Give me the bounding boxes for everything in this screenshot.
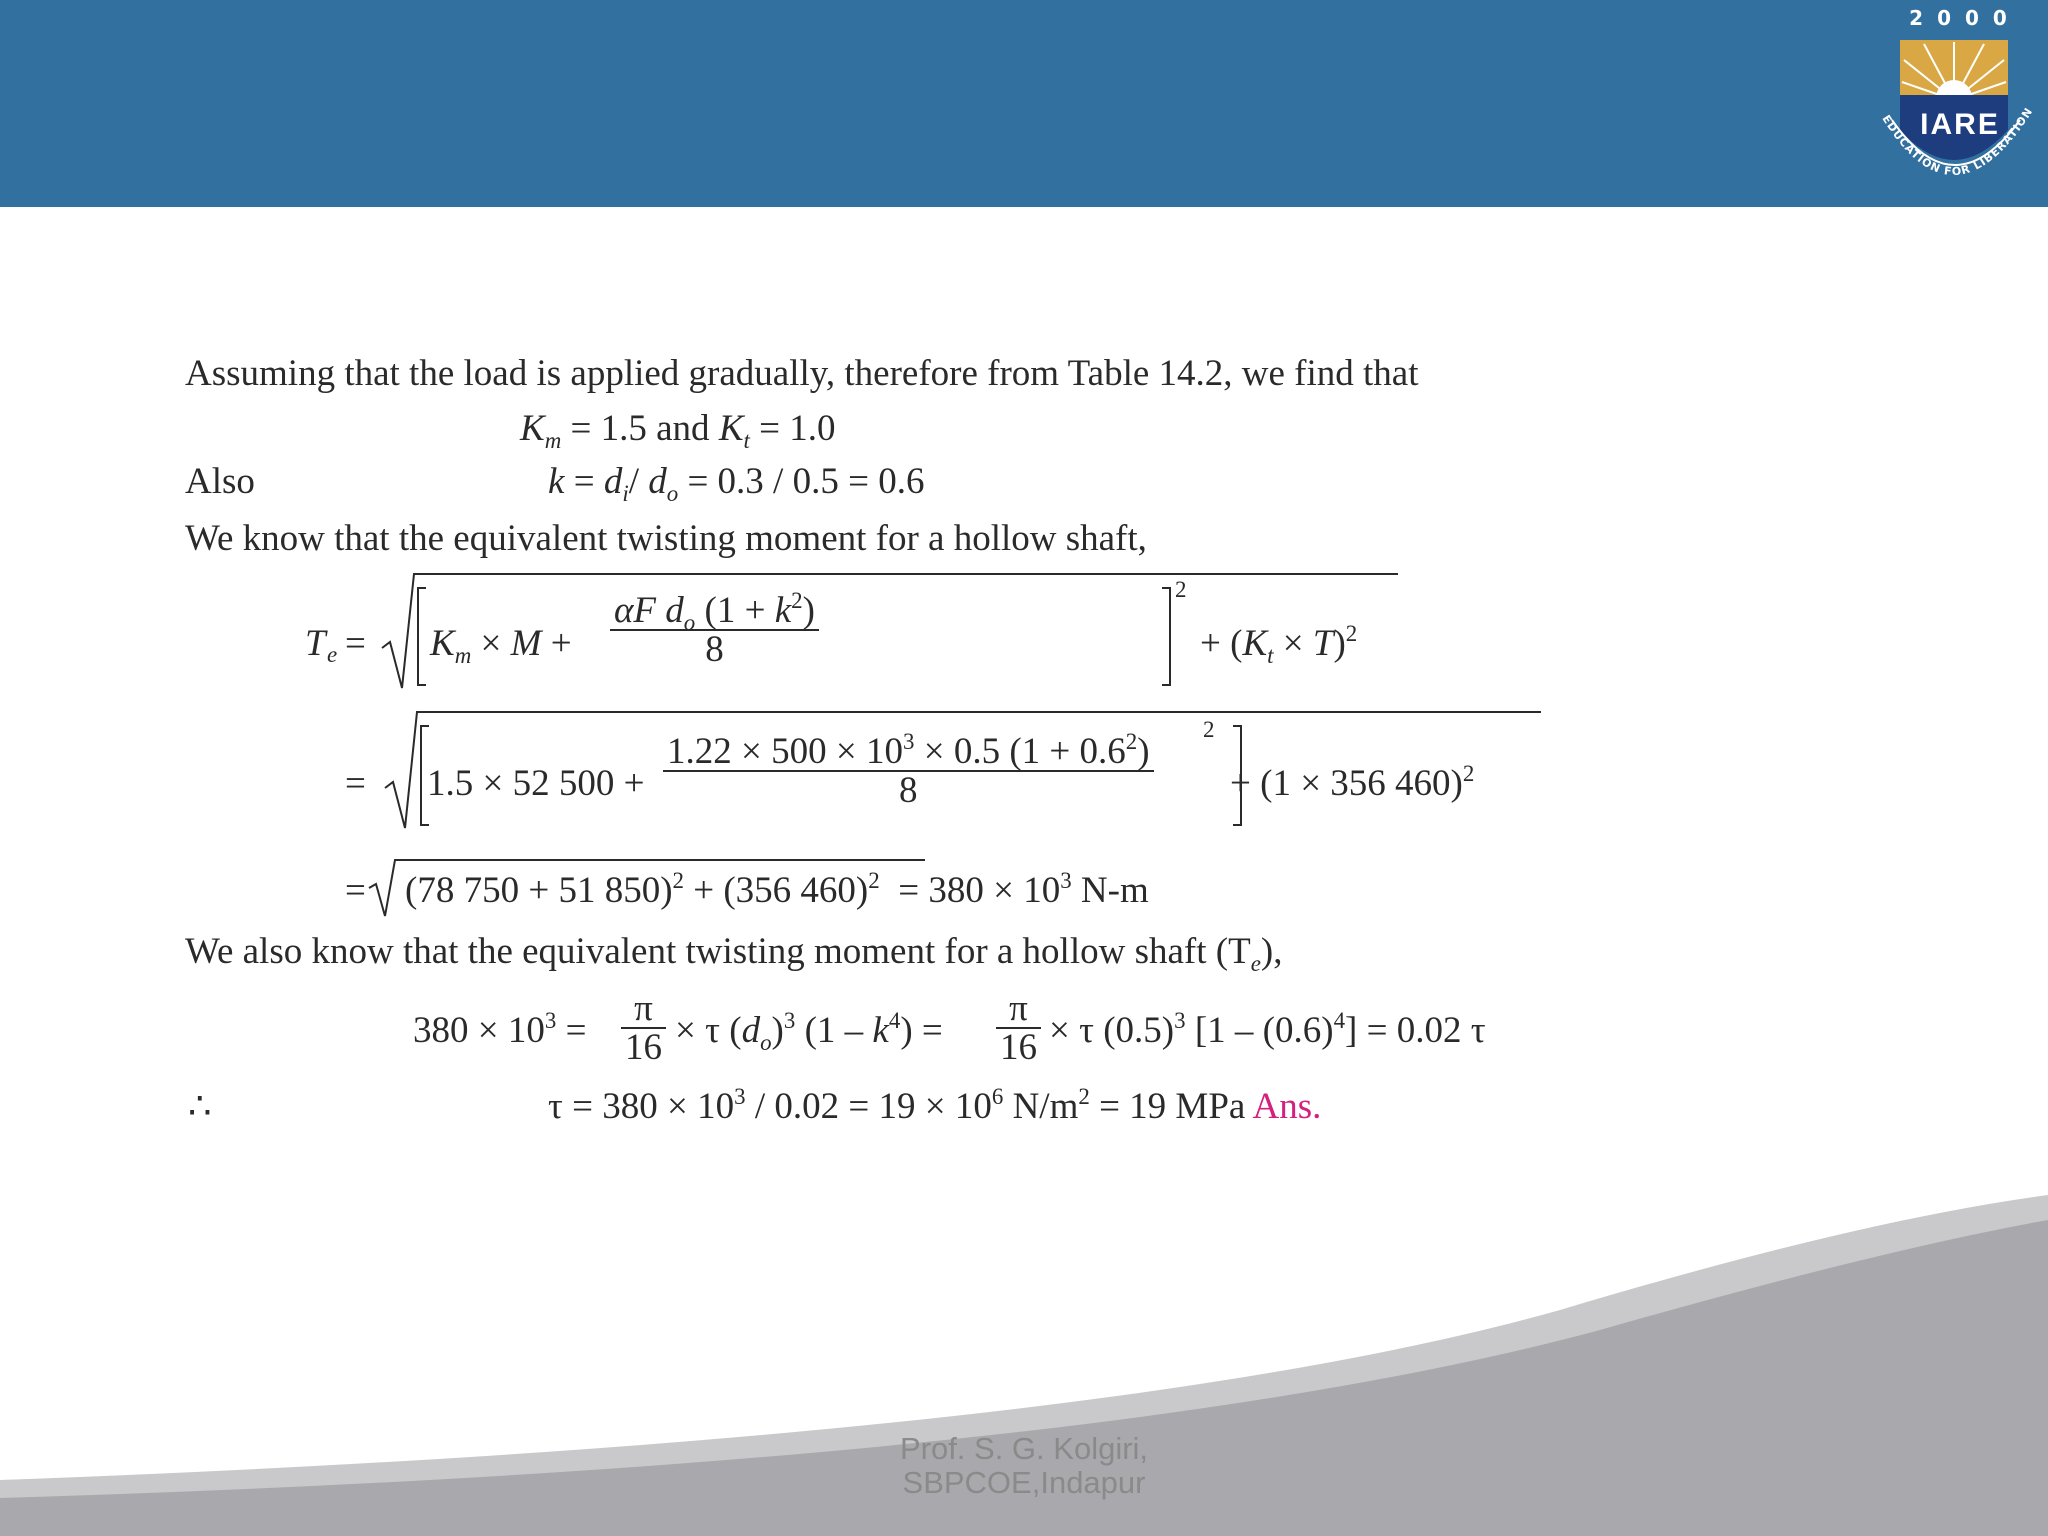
answer-label: Ans. bbox=[1252, 1086, 1322, 1127]
svg-text:EDUCATION FOR LIBERATION: EDUCATION FOR LIBERATION bbox=[1879, 105, 2036, 179]
footer-institution: SBPCOE,Indapur bbox=[902, 1465, 1146, 1500]
footer-credit bbox=[824, 1432, 1224, 1500]
slide-content: Assuming that the load is applied gradually, therefore from Table 14.2, we find that $K_m = 1.5$ and $K_t = 1.0$ Also $k = d_i/$ $d_o = 0.3 / 0.5 = 0.6$ We know that the equivalent twisting moment for a hollow shaft, T e = $K_m \times M$ + $\frac{\alpha F d_o (1 + k^2)}{8}$ 2 + $(K_t \times T)^2$ = 1.5 × 52 500 + $\frac{1.22 \times 500 \times 10^3 \times 0.5 (1 + 0.6^2)}{8}$ 2 + (1 × 356 460)$^2$ = (78 750 + 51 850)$^2$ + (356 $460)^2 = 380 \times 10^3$ N-m We also know that the equivalent twisting moment for a hollow shaft $(T_e)$, $380 \times 10^3$ = $\frac{\pi}{16}$ × τ $(d_o)^3$ $(1 - k^4)$ = $\frac{\pi}{16}$ × τ $(0.5)^3$ $[1 - (0.6)^4] = 0.02$ τ ∴ $\tau = 380 \times 10^3 / 0.02 = 19 \times 10^6$ $N/m^2 = 19$ MPa Ans. bbox=[0, 0, 2048, 1536]
km-kt-values: $K_m = 1.5$ and $K_t = 1.0$ bbox=[520, 408, 836, 454]
therefore-symbol: ∴ bbox=[188, 1086, 212, 1127]
also-label: Also bbox=[185, 461, 255, 502]
tau-result: $\tau = 380 \times 10^3 / 0.02 = 19 \times 10^6$ $N/m^2 = 19$ MPa Ans. bbox=[548, 1083, 1322, 1127]
footer-author: Prof. S. G. Kolgiri, bbox=[899, 1431, 1149, 1466]
also-know-line: We also know that the equivalent twisting moment for a hollow shaft $(T_e)$, bbox=[185, 931, 1283, 977]
intro-line: Assuming that the load is applied gradually, therefore from Table 14.2, we find that bbox=[185, 353, 1419, 394]
know-line: We know that the equivalent twisting moment for a hollow shaft, bbox=[185, 518, 1147, 559]
logo-year: 2000 bbox=[1909, 6, 2021, 30]
logo-name: IARE bbox=[1920, 108, 2000, 141]
k-ratio: $k = d_i/$ $d_o = 0.3 / 0.5 = 0.6$ bbox=[548, 461, 925, 507]
